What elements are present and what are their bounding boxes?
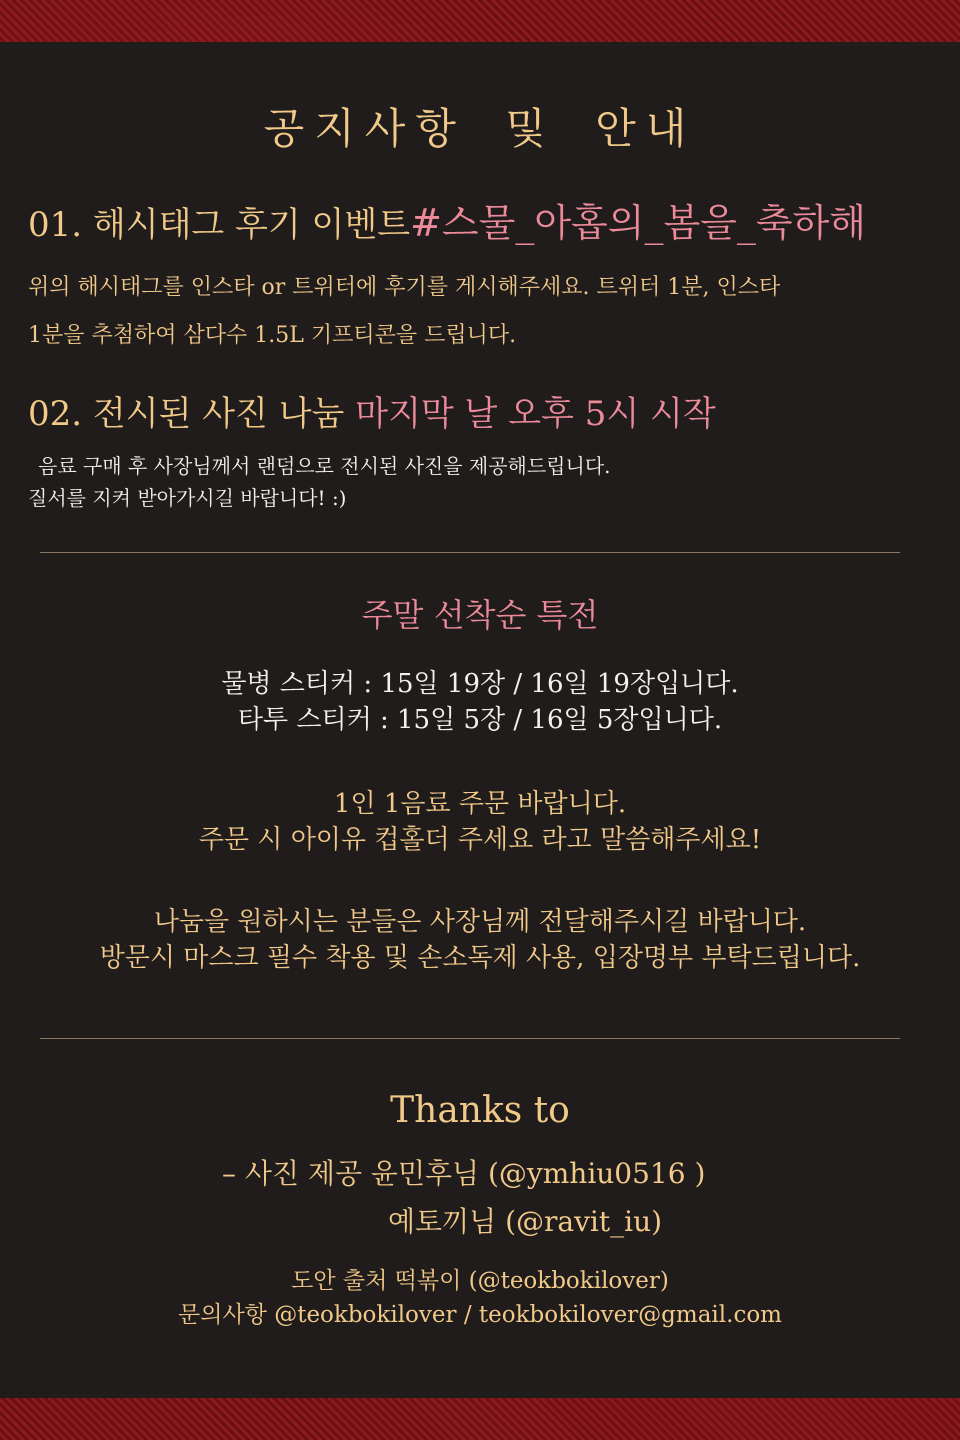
weekend-line2: 타투 스티커 : 15일 5장 / 16일 5장입니다. (237, 705, 723, 735)
section2-body (28, 450, 928, 514)
footer-line2: 문의사항 @teokbokilover / teokbokilover@gmail.com (178, 1302, 782, 1328)
thanks-credit2: 예토끼님 (@ravit_iu) (388, 1205, 663, 1238)
notice-body (0, 904, 960, 976)
notice-line2: 방문시 마스크 필수 착용 및 손소독제 사용, 입장명부 부탁드립니다. (99, 943, 861, 973)
footer-line1: 도안 출처 떡볶이 (@teokbokilover) (291, 1268, 669, 1294)
weekend-heading: 주말 선착순 특전 (361, 596, 599, 634)
notice-panel (0, 42, 960, 1398)
page-title: 공지사항 및 안내 (263, 104, 697, 153)
section1-line1: 위의 해시태그를 인스타 or 트위터에 후기를 게시해주세요. 트위터 1분, 인스타 (28, 275, 781, 300)
divider-1 (40, 552, 900, 553)
section2-heading-row (28, 386, 716, 435)
section1-line2: 1분을 추첨하여 삼다수 1.5L 기프티콘을 드립니다. (28, 323, 517, 348)
notice-line1: 나눔을 원하시는 분들은 사장님께 전달해주시길 바랍니다. (153, 907, 807, 937)
section1-body (28, 264, 948, 360)
section2-line1: 음료 구매 후 사장님께서 랜덤으로 전시된 사진을 제공해드립니다. (38, 454, 611, 478)
thanks-credit1: – 사진 제공 윤민후님 (@ymhiu0516 ) (222, 1157, 706, 1190)
order-line1: 1인 1음료 주문 바랍니다. (333, 789, 627, 819)
divider-2 (40, 1038, 900, 1039)
section1-hashtag: #스물_아홉의_봄을_축하해 (410, 201, 867, 245)
footer (0, 1264, 960, 1332)
section1-heading: 01. 해시태그 후기 이벤트 (28, 205, 411, 245)
thanks-heading: Thanks to (390, 1090, 570, 1131)
section2-heading: 02. 전시된 사진 나눔 (28, 394, 345, 434)
order-line2: 주문 시 아이유 컵홀더 주세요 라고 말씀해주세요! (198, 825, 762, 855)
section2-line2: 질서를 지켜 받아가시길 바랍니다! :) (28, 486, 347, 510)
order-body (0, 786, 960, 858)
weekend-body (0, 666, 960, 738)
weekend-line1: 물병 스티커 : 15일 19장 / 16일 19장입니다. (221, 669, 739, 699)
section1-heading-row (28, 192, 866, 247)
section2-highlight: 마지막 날 오후 5시 시작 (355, 394, 716, 434)
